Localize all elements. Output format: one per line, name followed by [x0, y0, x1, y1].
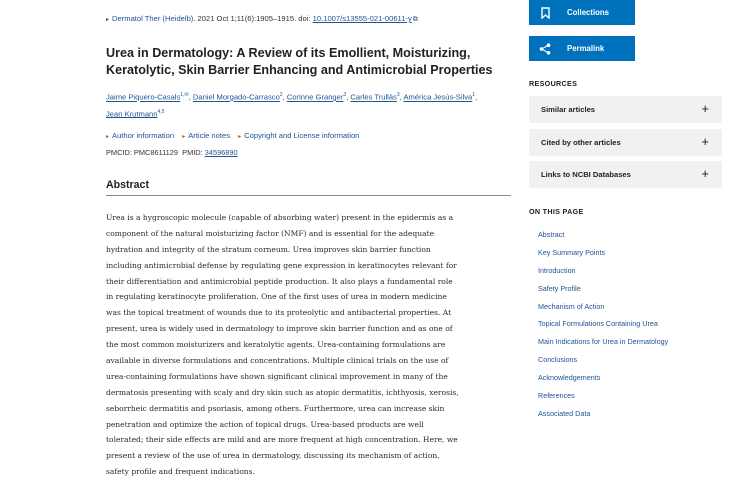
- author-link[interactable]: Jaime Piquero-Casals: [106, 92, 181, 102]
- abstract-line: dermatosis presenting with scaly and dry skin such as atopic dermatitis, ichthyosis, xerosis,: [106, 387, 459, 397]
- toc-link-introduction[interactable]: Introduction: [538, 265, 576, 275]
- abstract-line: available in diverse formulations and concentrations. Multiple clinical trials on the use of: [106, 356, 449, 366]
- author-link[interactable]: América Jesús-Silva: [403, 92, 473, 102]
- share-icon: [539, 42, 551, 55]
- author-list: Jaime Piquero-Casals$^{1,✉}$, Daniel Morgado-Carrasco$^2$, Corinne Granger$^3$, Carles Trullàs$^3$, América Jesús-Silva$^1$, Jean Krutmann$^{4,5}$: [106, 92, 478, 119]
- abstract-line: hydration and integrity of the stratum corneum. Urea improves skin barrier function: [106, 244, 431, 254]
- author-link[interactable]: Daniel Morgado-Carrasco: [192, 92, 280, 102]
- triangle-right-icon: ▸: [106, 134, 110, 140]
- bookmark-icon: [539, 6, 551, 19]
- author-link[interactable]: Jean Krutmann: [106, 109, 158, 119]
- resources-heading: RESOURCES: [529, 79, 578, 88]
- triangle-right-icon: ▸: [238, 134, 242, 140]
- divider: [106, 195, 511, 196]
- permalink-button[interactable]: [529, 36, 635, 61]
- abstract-line: their differentiation and antimicrobial peptide production. It also plays a fundamental role: [106, 276, 453, 286]
- abstract-line: in regulating keratinocyte proliferation. One of the first uses of urea in modern medicine: [106, 292, 447, 302]
- accordion-label: Links to NCBI Databases: [541, 170, 631, 179]
- toc-link-references[interactable]: References: [538, 391, 575, 401]
- similar-articles-accordion[interactable]: [529, 96, 722, 123]
- on-this-page-heading: ON THIS PAGE: [529, 207, 584, 216]
- toc-link-acknowledgements[interactable]: Acknowledgements: [538, 373, 601, 383]
- article-notes-toggle[interactable]: ▸ Article notes: [182, 131, 231, 140]
- triangle-right-icon: ▸: [182, 134, 186, 140]
- pmid-label: PMID:: [182, 148, 205, 157]
- pmcid: PMCID: PMC8611129: [106, 148, 179, 157]
- abstract-line: penetration and optimize the action of topical drugs. Urea-based products are well: [106, 419, 424, 429]
- abstract-line: safety profile and frequent indications.: [106, 467, 255, 477]
- journal-link[interactable]: Dermatol Ther (Heidelb): [112, 14, 194, 23]
- author-affiliation[interactable]: 3: [396, 92, 400, 98]
- plus-icon: +: [701, 101, 709, 116]
- abstract-line: was the topical treatment of wounds due to its proteolytic and antibacterial properties. At: [106, 308, 452, 318]
- author-affiliation[interactable]: 1: [472, 92, 476, 98]
- author-link[interactable]: Corinne Granger: [286, 92, 344, 102]
- doi-link[interactable]: 10.1007/s13555-021-00611-y: [312, 14, 412, 23]
- citation-line: [106, 14, 418, 24]
- article-notes-row: [106, 131, 365, 140]
- toc-link-associated-data[interactable]: Associated Data: [538, 408, 591, 418]
- copyright-toggle[interactable]: ▸ Copyright and License information: [238, 131, 360, 140]
- accordion-label: Cited by other articles: [541, 138, 621, 147]
- external-link-icon: ⧉: [412, 16, 418, 23]
- author-affiliation[interactable]: 3: [343, 92, 347, 98]
- abstract-text: [106, 210, 514, 480]
- abstract-line: tolerated; their side effects are mild and are more frequent at high concentration. Here, we: [106, 435, 458, 445]
- plus-icon: +: [701, 134, 709, 149]
- article-ids: [106, 148, 238, 157]
- toc-link-key-summary[interactable]: Key Summary Points: [538, 247, 606, 257]
- abstract-line: including antimicrobial defense by regulating gene expression in keratinocytes relevant for: [106, 260, 457, 270]
- abstract-line: present, urea is widely used in dermatology to improve skin barrier function and as one of: [106, 324, 453, 334]
- toc-link-abstract[interactable]: Abstract: [538, 230, 565, 239]
- abstract-line: seborrheic dermatitis and psoriasis, among others. Furthermore, urea can increase skin: [106, 403, 445, 413]
- article-title: Urea in Dermatology: A Review of its Emollient, Moisturizing, Keratolytic, Skin Barrier Enhancing and Antimicrobial Properties: [106, 46, 493, 77]
- toc-link-formulations[interactable]: Topical Formulations Containing Urea: [538, 319, 658, 329]
- toc-link-safety[interactable]: Safety Profile: [538, 283, 581, 293]
- abstract-line: urea-containing formulations have shown significant clinical improvement in many of the: [106, 371, 448, 381]
- toc-link-indications[interactable]: Main Indications for Urea in Dermatology: [538, 337, 669, 347]
- collections-button[interactable]: [529, 0, 635, 25]
- toc-link-conclusions[interactable]: Conclusions: [538, 355, 578, 365]
- abstract-line: Urea is a hygroscopic molecule (capable of absorbing water) present in the epidermis as a: [106, 213, 454, 222]
- author-information-toggle[interactable]: ▸ Author information: [106, 131, 175, 140]
- author-affiliation[interactable]: 2: [279, 92, 283, 98]
- table-of-contents: [538, 226, 668, 423]
- ncbi-links-accordion[interactable]: [529, 161, 722, 188]
- abstract-line: component of the natural moisturizing factor (NMF) and is essential for the adequate: [106, 228, 435, 238]
- abstract-line: the most common moisturizers and keratolytic agents. Urea-containing formulations are: [106, 340, 446, 350]
- abstract-heading: Abstract: [106, 179, 149, 191]
- permalink-label: Permalink: [567, 44, 605, 53]
- plus-icon: +: [701, 166, 709, 181]
- collections-label: Collections: [567, 8, 610, 17]
- toc-link-mechanism[interactable]: Mechanism of Action: [538, 301, 605, 311]
- citation-date: . 2021 Oct 1;11(6):1905–1915. doi:: [193, 14, 313, 23]
- author-affiliation[interactable]: 4,5: [157, 108, 165, 115]
- cited-by-accordion[interactable]: [529, 129, 722, 156]
- author-affiliation[interactable]: 1,✉: [180, 92, 189, 98]
- triangle-right-icon: ▸: [106, 17, 110, 23]
- author-link[interactable]: Carles Trullàs: [350, 92, 397, 102]
- accordion-label: Similar articles: [541, 105, 596, 114]
- pmid-link[interactable]: 34596890: [204, 148, 238, 157]
- abstract-line: present a review of the use of urea in dermatology, discussing its mechanism of action,: [106, 451, 440, 461]
